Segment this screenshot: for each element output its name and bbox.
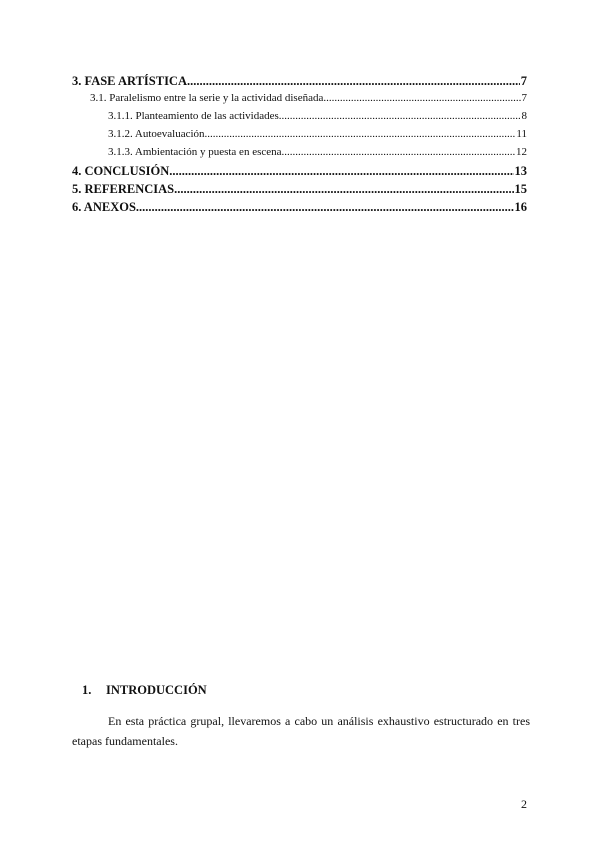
toc-leader-dots bbox=[169, 164, 513, 179]
toc-entry-fase-artistica[interactable] bbox=[72, 74, 527, 92]
section-number: 1. bbox=[82, 683, 92, 697]
toc-entry-paralelismo[interactable] bbox=[72, 92, 527, 110]
intro-paragraph: En esta práctica grupal, llevaremos a cabo un análisis exhaustivo estructurado en tres etapas fundamentales. bbox=[72, 714, 530, 748]
toc-entry-autoevaluacion[interactable] bbox=[72, 128, 527, 146]
toc-entry-conclusion[interactable] bbox=[72, 164, 527, 182]
section-title: INTRODUCCIÓN bbox=[106, 683, 207, 697]
toc-entry-label: 3. FASE ARTÍSTICA bbox=[72, 74, 187, 88]
toc-entry-label: 3.1.1. Planteamiento de las actividades bbox=[108, 110, 279, 122]
toc-entry-page: 13 bbox=[514, 164, 527, 178]
toc-leader-dots bbox=[174, 182, 513, 197]
toc-entry-label: 5. REFERENCIAS bbox=[72, 182, 175, 196]
toc-entry-page: 12 bbox=[516, 146, 527, 158]
toc-entry-planteamiento[interactable] bbox=[72, 110, 527, 128]
toc-entry-label: 3.1.2. Autoevaluación bbox=[108, 128, 205, 140]
toc-entry-page: 7 bbox=[520, 74, 527, 88]
toc-entry-anexos[interactable] bbox=[72, 200, 527, 218]
toc-entry-label: 4. CONCLUSIÓN bbox=[72, 164, 170, 178]
toc-entry-page: 7 bbox=[521, 92, 527, 104]
toc-entry-page: 11 bbox=[516, 128, 527, 140]
section-heading bbox=[82, 683, 207, 698]
toc-entry-label: 3.1.3. Ambientación y puesta en escena bbox=[108, 146, 282, 158]
toc-leader-dots bbox=[187, 74, 520, 89]
toc-leader-dots bbox=[279, 110, 521, 122]
table-of-contents bbox=[72, 74, 527, 218]
toc-entry-label: 3.1. Paralelismo entre la serie y la actividad diseñada bbox=[90, 92, 324, 104]
toc-entry-label: 6. ANEXOS bbox=[72, 200, 136, 214]
toc-entry-page: 16 bbox=[514, 200, 527, 214]
toc-entry-referencias[interactable] bbox=[72, 182, 527, 200]
toc-entry-page: 15 bbox=[514, 182, 527, 196]
toc-leader-dots bbox=[136, 200, 514, 215]
toc-leader-dots bbox=[282, 146, 515, 158]
toc-leader-dots bbox=[323, 92, 520, 104]
page-number: 2 bbox=[521, 797, 527, 811]
toc-leader-dots bbox=[205, 128, 516, 140]
toc-entry-ambientacion[interactable] bbox=[72, 146, 527, 164]
toc-entry-page: 8 bbox=[521, 110, 527, 122]
